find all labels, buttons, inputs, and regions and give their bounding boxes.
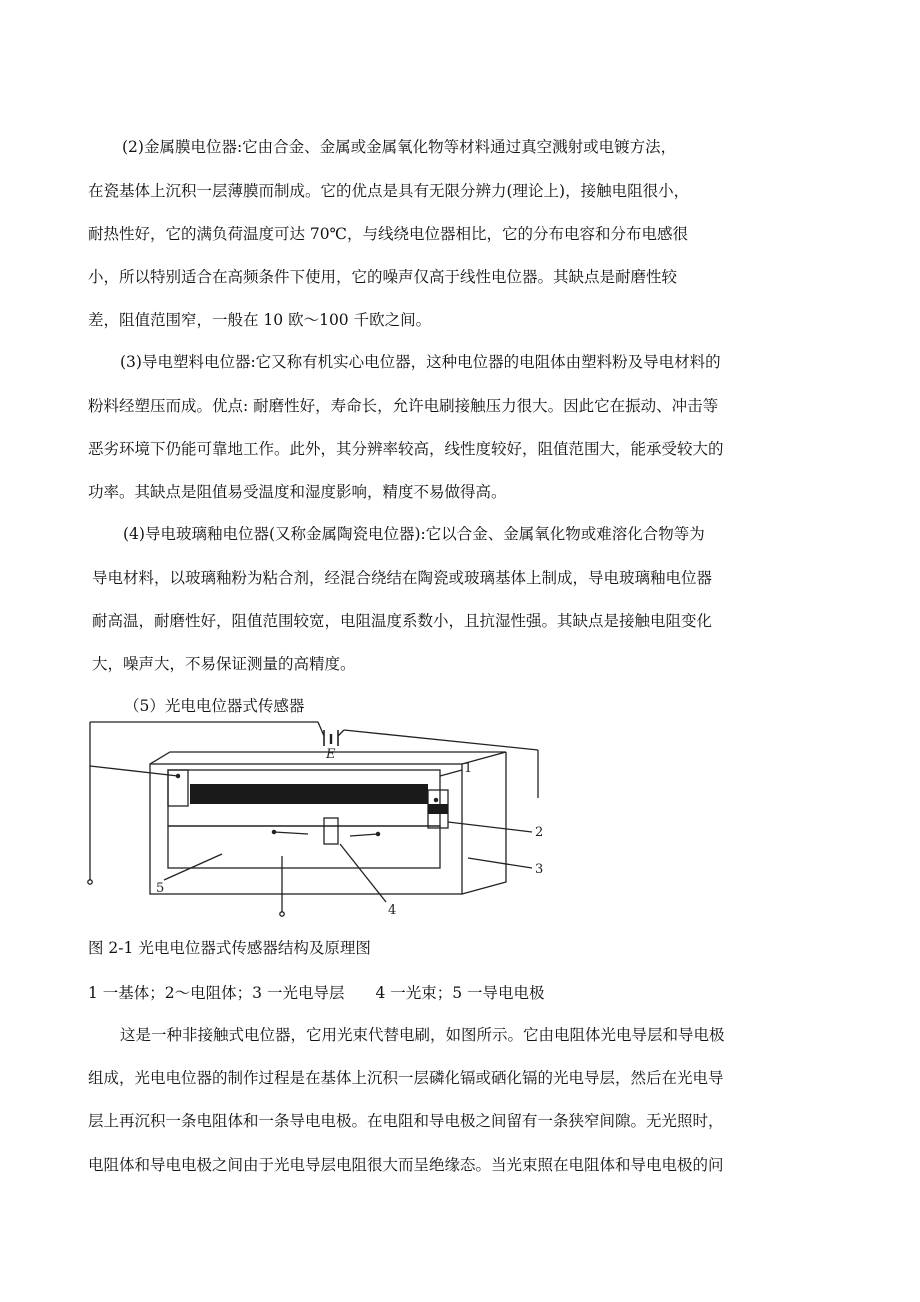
callout-4: 4 (388, 903, 397, 918)
text-line: 层上再沉积一条电阻体和一条导电电极。在电阻和导电极之间留有一条狭窄间隙。无光照时， (88, 1112, 724, 1130)
electrode-mark (274, 832, 308, 834)
output-terminal (280, 912, 284, 916)
figure-photoelectric-potentiometer (82, 708, 552, 923)
callout-leader-3 (468, 858, 532, 868)
text-line: 差，阻值范围窄，一般在 10 欧～100 千欧之间。 (88, 311, 432, 329)
battery-label: E (326, 747, 336, 762)
circuit-wire (344, 730, 538, 750)
text-line: 大，噪声大，不易保证测量的高精度。 (92, 655, 356, 673)
text-line: 小，所以特别适合在高频条件下使用，它的噪声仅高于线性电位器。其缺点是耐磨性较 (88, 268, 678, 286)
text-line: 功率。其缺点是阻值易受温度和湿度影响，精度不易做得高。 (88, 483, 507, 501)
callout-2: 2 (535, 825, 544, 840)
text-line: 电阻体和导电电极之间由于光电导层电阻很大而呈绝缘态。当光束照在电阻体和导电电极的问 (88, 1156, 724, 1174)
text-line: 粉料经塑压而成。优点: 耐磨性好，寿命长，允许电刷接触压力很大。因此它在振动、冲击等 (88, 397, 719, 415)
light-beam-spot (324, 818, 338, 844)
circuit-wire (90, 766, 178, 776)
text-line: 在瓷基体上沉积一层薄膜而制成。它的优点是具有无限分辨力(理论上)，接触电阻很小， (88, 182, 690, 200)
callout-5: 5 (156, 881, 165, 896)
callout-leader-4 (340, 844, 386, 902)
text-line: 导电材料，以玻璃釉粉为粘合剂，经混合绕结在陶瓷或玻璃基体上制成，导电玻璃釉电位器 (92, 569, 713, 587)
callout-3: 3 (535, 862, 544, 877)
figure-caption: 图 2-1 光电电位器式传感器结构及原理图 (88, 939, 371, 957)
electrode-mark (350, 834, 378, 836)
circuit-wire (318, 722, 324, 736)
circuit-wire (338, 730, 344, 736)
callout-leader-5 (164, 854, 222, 880)
callout-leader-1 (440, 770, 462, 776)
resistive-body (190, 784, 428, 804)
conductive-electrode (168, 826, 440, 868)
section-heading: （5）光电电位器式传感器 (124, 697, 305, 715)
text-line: 这是一种非接触式电位器，它用光束代替电刷，如图所示。它由电阻体光电导层和导电极 (120, 1026, 725, 1044)
input-terminal (88, 880, 92, 884)
text-line: (2)金属膜电位器:它由合金、金属或金属氧化物等材料通过真空溅射或电镀方法， (122, 138, 677, 156)
figure-diagram (82, 708, 552, 923)
terminal-dot (434, 798, 437, 801)
callout-1: 1 (464, 761, 473, 776)
substrate-front (150, 764, 462, 894)
text-line: 组成，光电电位器的制作过程是在基体上沉积一层磷化镉或硒化镉的光电导层，然后在光电导 (88, 1069, 724, 1087)
text-line: 耐高温，耐磨性好，阻值范围较宽，电阻温度系数小，且抗湿性强。其缺点是接触电阻变化 (92, 612, 713, 630)
resistive-body (428, 804, 448, 814)
text-line: 恶劣环境下仍能可靠地工作。此外，其分辨率较高，线性度较好，阻值范围大，能承受较大的 (88, 440, 724, 458)
figure-legend: 1 一基体；2～电阻体；3 一光电导层 4 一光束；5 一导电电极 (88, 984, 545, 1002)
callout-leader-2 (448, 822, 532, 832)
text-line: (3)导电塑料电位器:它又称有机实心电位器，这种电位器的电阻体由塑料粉及导电材料的 (120, 353, 721, 371)
text-line: 耐热性好，它的满负荷温度可达 70℃，与线绕电位器相比，它的分布电容和分布电感很 (88, 225, 688, 243)
text-line: (4)导电玻璃釉电位器(又称金属陶瓷电位器):它以合金、金属氧化物或难溶化合物等为 (123, 525, 705, 543)
